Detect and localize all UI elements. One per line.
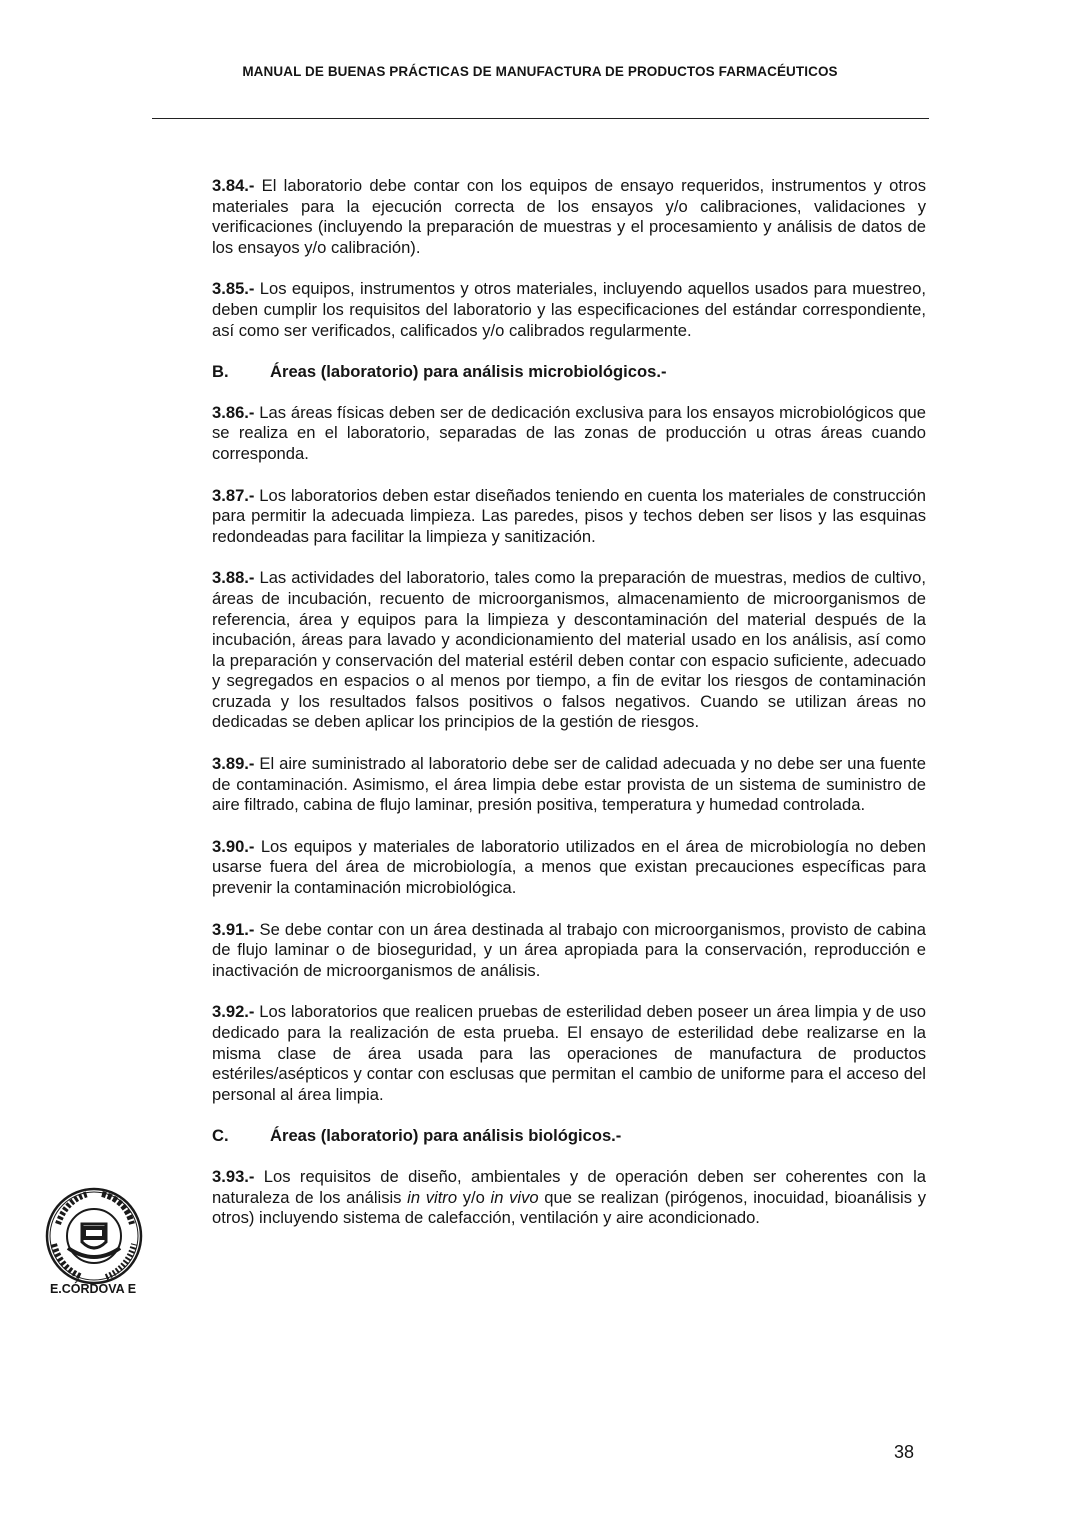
italic-term: in vivo xyxy=(490,1187,539,1207)
section-title: Áreas (laboratorio) para análisis microbiológicos.- xyxy=(270,362,667,382)
section-title: Áreas (laboratorio) para análisis biológicos.- xyxy=(270,1126,622,1146)
paragraph-3-86 xyxy=(212,403,926,465)
paragraph-text: Las actividades del laboratorio, tales como la preparación de muestras, medios de cultivo, áreas de incubación, recuento de microorganismos, almacenamiento de microorganismos de referencia, área y equipos para la limpieza y descontaminación del material después de la incubación, áreas para lavado y acondicionamiento del material usado en los análisis, así como la preparación y conservación del material estéril deben contar con espacio suficiente, adecuado y segregados en espacios o al menos por tiempo, a fin de evitar los riesgos de contaminación cruzada y los resultados falsos positivos o falsos negativos. Cuando se utilizan áreas no dedicadas se deben aplicar los principios de la gestión de riesgos. xyxy=(212,568,926,732)
paragraph-3-88 xyxy=(212,568,926,733)
paragraph-text: y/o xyxy=(457,1187,491,1207)
paragraph-text: Se debe contar con un área destinada al trabajo con microorganismos, provisto de cabina de flujo laminar o de bioseguridad, y un área apropiada para la conservación, reproducción e inactivación de microorganismos de análisis. xyxy=(212,919,926,980)
paragraph-number: 3.90.- xyxy=(212,836,255,856)
paragraph-text: Los equipos, instrumentos y otros materiales, incluyendo aquellos usados para muestreo, deben cumplir los requisitos del laboratorio y las especificaciones del estándar correspondiente, así como ser verificados, calificados y/o calibrados regularmente. xyxy=(212,279,926,340)
paragraph-3-85 xyxy=(212,279,926,341)
paragraph-3-87 xyxy=(212,486,926,548)
running-header: MANUAL DE BUENAS PRÁCTICAS DE MANUFACTURA DE PRODUCTOS FARMACÉUTICOS xyxy=(242,64,838,79)
paragraph-text: Los laboratorios deben estar diseñados teniendo en cuenta los materiales de construcción para permitir la adecuada limpieza. Las paredes, pisos y techos deben ser lisos y las esquinas redondeadas para facilitar la limpieza y sanitización. xyxy=(212,485,926,546)
paragraph-number: 3.93.- xyxy=(212,1166,255,1186)
paragraph-3-93 xyxy=(212,1167,926,1229)
section-letter: C. xyxy=(212,1126,229,1146)
paragraph-number: 3.91.- xyxy=(212,919,255,939)
signature-name: E.CÓRDOVA E xyxy=(49,1282,137,1296)
section-heading-c xyxy=(212,1126,926,1147)
paragraph-3-92 xyxy=(212,1002,926,1105)
document-body xyxy=(212,176,926,1250)
paragraph-text: Los requisitos de diseño, ambientales y de operación deben ser coherentes con la naturaleza de los análisis xyxy=(212,1166,926,1207)
paragraph-3-84 xyxy=(212,176,926,258)
paragraph-text: Las áreas físicas deben ser de dedicación exclusiva para los ensayos microbiológicos que se realiza en el laboratorio, separadas de las zonas de producción u otras áreas cuando corresponda. xyxy=(212,402,926,463)
paragraph-text: Los equipos y materiales de laboratorio utilizados en el área de microbiología no deben usarse fuera del área de microbiología, a menos que existan precauciones específicas para prevenir la contaminación microbiológica. xyxy=(212,836,926,898)
header-rule xyxy=(152,118,929,119)
paragraph-number: 3.89.- xyxy=(212,754,255,774)
section-letter: B. xyxy=(212,362,229,382)
italic-term: in vitro xyxy=(407,1187,458,1207)
paragraph-number: 3.86.- xyxy=(212,402,255,422)
paragraph-number: 3.87.- xyxy=(212,485,255,505)
paragraph-3-89 xyxy=(212,754,926,816)
paragraph-text: El laboratorio debe contar con los equipos de ensayo requeridos, instrumentos y otros materiales para la ejecución correcta de los ensayos y/o calibraciones, validaciones y verificaciones (incluyendo la preparación de muestras y el procesamiento y análisis de datos de los ensayos y/o calibración). xyxy=(212,176,926,257)
page-number: 38 xyxy=(894,1442,915,1462)
paragraph-number: 3.92.- xyxy=(212,1002,255,1022)
paragraph-3-90 xyxy=(212,837,926,899)
paragraph-number: 3.85.- xyxy=(212,279,255,299)
paragraph-text: Los laboratorios que realicen pruebas de esterilidad deben poseer un área limpia y de uso dedicado para la realización de esta prueba. El ensayo de esterilidad debe realizarse en la misma clase de área usada para las operaciones de manufactura de productos estériles/asépticos y contar con esclusas que permitan el cambio de uniforme para el acceso del personal al área limpia. xyxy=(212,1002,926,1104)
paragraph-number: 3.88.- xyxy=(212,568,255,588)
section-heading-b xyxy=(212,362,926,383)
paragraph-text: El aire suministrado al laboratorio debe ser de calidad adecuada y no debe ser una fuente de contaminación. Asimismo, el área limpia debe estar provista de un sistema de suministro de aire filtrado, cabina de flujo laminar, presión positiva, temperatura y humedad controlada. xyxy=(212,754,926,815)
paragraph-number: 3.84.- xyxy=(212,176,255,195)
paragraph-3-91 xyxy=(212,920,926,982)
paragraph-text: que se realizan (pirógenos, inocuidad, bioanálisis y otros) incluyendo sistema de calefacción, ventilación y aire acondicionado. xyxy=(212,1187,926,1228)
